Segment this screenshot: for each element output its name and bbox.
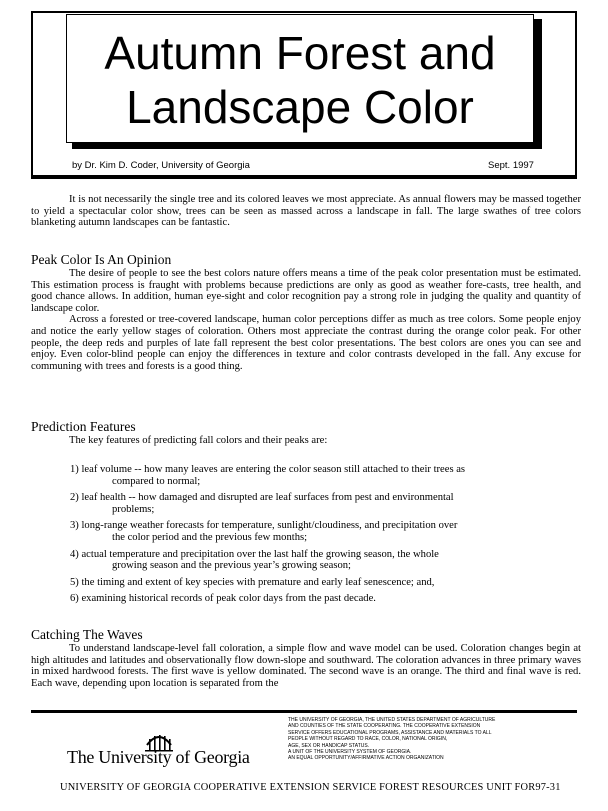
prediction-lead (31, 435, 581, 447)
publication-date: Sept. 1997 (488, 160, 534, 171)
list-item: 3) long-range weather forecasts for temperature, sunlight/cloudiness, and precipitation over the color period and the previous few months; (70, 520, 458, 543)
waves-paragraph: To understand landscape-level fall coloration, a simple flow and wave model can be used. Coloration changes begin at high altitudes and latitudes and observationally flow down-slope and southward. The coloration advances in three primary waves in mixed hardwood forests. The first wave is yellow dominated. The second wave is an orange. The third and final wave is red. Each wave, depending upon location is separated from the (31, 643, 581, 689)
section-heading-peak-color: Peak Color Is An Opinion (31, 252, 172, 267)
title-line-1: Autumn Forest and (104, 27, 496, 79)
prediction-feature-list (70, 464, 540, 605)
list-item: 6) examining historical records of peak color days from the past decade. (70, 593, 376, 605)
author-byline: by Dr. Kim D. Coder, University of Georgia (72, 160, 250, 171)
list-item: 5) the timing and extent of key species with premature and early leaf senescence; and, (70, 576, 435, 588)
section-heading-prediction: Prediction Features (31, 419, 136, 434)
list-item: 4) actual temperature and precipitation over the last half the growing season, the whole growing season and the previous year’s growing season; (70, 548, 439, 572)
peak-color-section (31, 268, 581, 372)
footer-divider (31, 710, 577, 713)
peak-color-paragraph-2: Across a forested or tree-covered landscape, human color perceptions differ as much as tree colors. Some people enjoy and notice the early yellow stages of coloration. Others most appreciate the contrast during the orange color peak. For other people, the deep reds and purples of late fall represent the best color presentations. The best colors are ones you can see and enjoy. Even color-blind people can enjoy the differences in texture and color contrasts developed in the fall. Any excuse for communing with trees and forests is a good thing. (31, 314, 581, 372)
waves-section (31, 643, 581, 689)
header-divider (31, 176, 577, 179)
intro-section (31, 194, 581, 229)
prediction-lead-text: The key features of predicting fall colors and their peaks are: (69, 435, 328, 446)
title-line-2: Landscape Color (126, 81, 474, 133)
publication-series-line: UNIVERSITY OF GEORGIA COOPERATIVE EXTENSION SERVICE FOREST RESOURCES UNIT FOR97-31 (60, 782, 561, 793)
university-name: The University of Georgia (67, 747, 250, 767)
intro-paragraph: It is not necessarily the single tree and its colored leaves we most appreciate. As annual flowers may be massed together to yield a spectacular color show, trees can be seen as massed across a landscape in fall. The large swathes of tree colors blanketing autumn landscapes can be fantastic. (31, 194, 581, 229)
peak-color-paragraph-1: The desire of people to see the best colors nature offers means a time of the peak color presentation must be estimated. This estimation process is fraught with problems because predictions are only as good as weather fore-casts, tree health, and good chance allows. In addition, human eye-sight and color recognition pay a strong role in judging the quality and quantity of landscape color. (31, 268, 581, 314)
eeo-statement: THE UNIVERSITY OF GEORGIA, THE UNITED STATES DEPARTMENT OF AGRICULTURE AND COUNTIES OF THE STATE COOPERATING. THE COOPERATIVE EXTENSION SERVICE OFFERS EDUCATIONAL PROGRAMS, ASSISTANCE AND MATERIALS TO ALL PEOPLE WITHOUT REGARD TO RACE, COLOR, NATIONAL ORIGIN, AGE, SEX OR HANDICAP STATUS. A UNIT OF THE UNIVERSITY SYSTEM OF GEORGIA. AN EQUAL OPPORTUNITY/AFFIRMATIVE ACTION ORGANIZATION (288, 717, 496, 762)
page-title (66, 26, 534, 134)
section-heading-waves: Catching The Waves (31, 627, 143, 642)
list-item: 1) leaf volume -- how many leaves are entering the color season still attached to their trees as compared to normal; (70, 464, 466, 487)
list-item: 2) leaf health -- how damaged and disrupted are leaf surfaces from pest and environmental problems; (70, 492, 454, 515)
